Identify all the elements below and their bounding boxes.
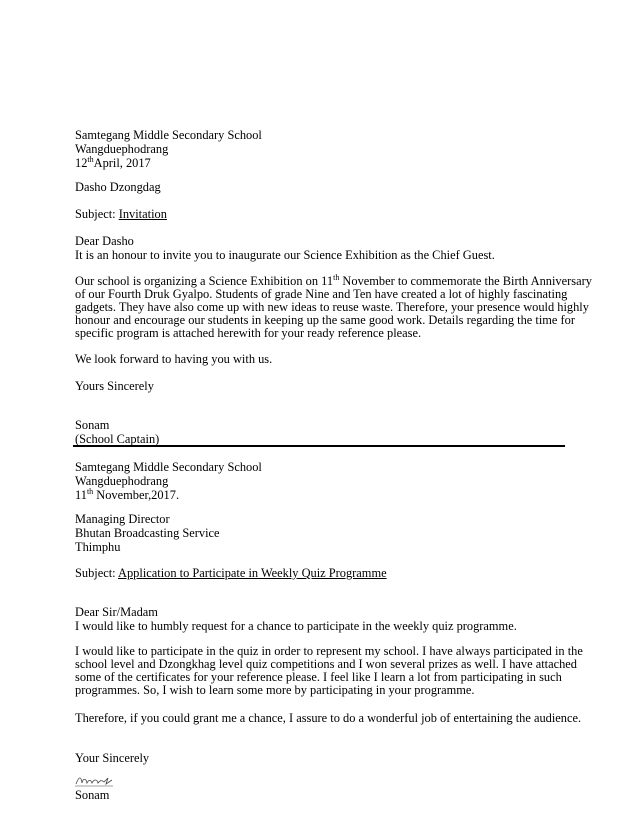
letter2-sender-address: [75, 460, 555, 502]
letter1-closing-line: We look forward to having you with us.: [75, 352, 273, 366]
letter1-sender-line: Wangduephodrang: [75, 142, 169, 156]
letter2-greeting: [75, 605, 555, 633]
letter1-intro: It is an honour to invite you to inaugurate our Science Exhibition as the Chief Guest.: [75, 248, 495, 262]
letter2-recipient: Managing Director Bhutan Broadcasting Service Thimphu: [75, 512, 220, 554]
letter1-recipient: Dasho Dzongdag: [75, 180, 161, 194]
letter2-signer: Sonam: [75, 788, 110, 802]
letter2-sender-line: Samtegang Middle Secondary School: [75, 460, 262, 474]
letter1-date: 12thApril, 2017: [75, 155, 151, 170]
letter1-greeting: [75, 234, 555, 262]
letter1-sender-line: Samtegang Middle Secondary School: [75, 128, 262, 142]
letter1-signature-block: [75, 418, 555, 446]
letter2-salutation: Dear Sir/Madam: [75, 605, 158, 619]
letter2-intro: I would like to humbly request for a chance to participate in the weekly quiz programme.: [75, 619, 517, 633]
letter1-salutation: Dear Dasho: [75, 234, 134, 248]
letter2-sender-line: Wangduephodrang: [75, 474, 169, 488]
letter1-closing: Yours Sincerely: [75, 379, 154, 393]
letter2-subject: Subject: Application to Participate in Weekly Quiz Programme: [75, 566, 387, 580]
letter1-subject-text: Invitation: [118, 207, 167, 221]
letter1-sender-address: [75, 128, 555, 170]
signature-scribble: [75, 774, 115, 788]
letter1-signer-title: (School Captain): [75, 432, 160, 446]
letter2-signature-block: [75, 788, 555, 802]
letter-divider: [73, 445, 565, 447]
letter1-subject: Subject: Invitation: [75, 207, 167, 221]
letter2-subject-text: Application to Participate in Weekly Quiz Programme: [118, 566, 387, 580]
letter2-closing-line: Therefore, if you could grant me a chance, I assure to do a wonderful job of entertaining the audience.: [75, 711, 582, 725]
letter1-signer: Sonam: [75, 418, 110, 432]
letter2-date: 11th November,2017.: [75, 487, 180, 502]
letter2-body-paragraph: I would like to participate in the quiz in order to represent my school. I have always participated in the school level and Dzongkhag level quiz competitions and I won several prizes as well. I have attached some of the certificates for your reference please. I feel like I learn a lot from participating in such programmes. So, I wish to learn some more by participating in your programme.: [75, 644, 583, 697]
letter2-closing: Your Sincerely: [75, 751, 150, 765]
letter1-body-paragraph: Our school is organizing a Science Exhibition on 11th November to commemorate the Birth Anniversary of our Fourth Druk Gyalpo. Students of grade Nine and Ten have created a lot of highly fascinating gadgets. They have also come up with new ideas to reuse waste. Therefore, your presence would highly honour and encourage our students in keeping up the same good work. Details regarding the time for specific program is attached herewith for your ready reference please.: [75, 273, 592, 340]
